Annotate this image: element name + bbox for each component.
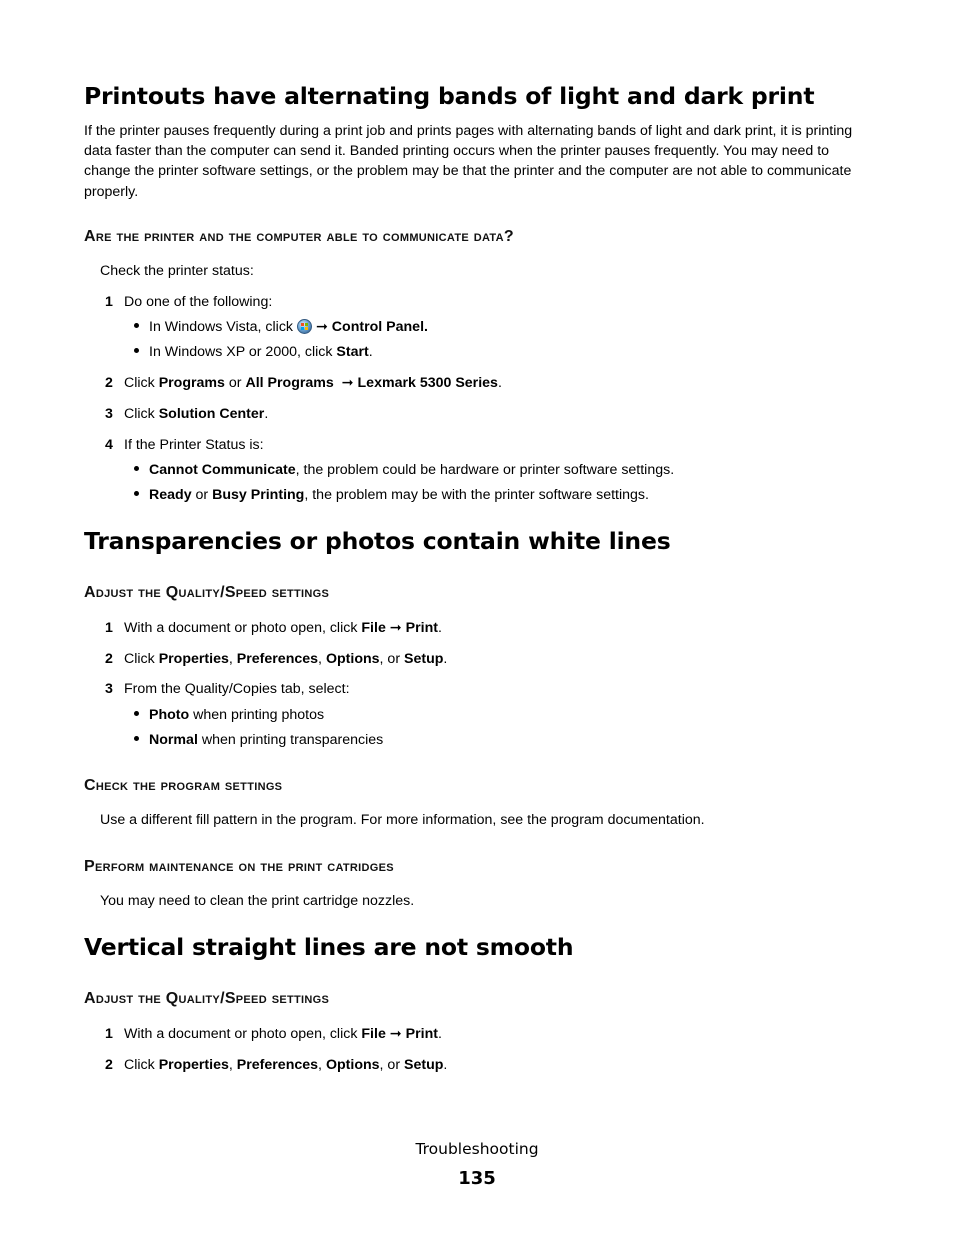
subsection-heading-quality-2: Adjust the Quality/Speed settings bbox=[84, 990, 330, 1007]
bullet-dot bbox=[134, 466, 139, 471]
bullet-item bbox=[149, 317, 428, 337]
arrow-icon: ➞ bbox=[341, 375, 354, 391]
step-bold: File bbox=[361, 620, 386, 636]
bullet-text: or bbox=[195, 487, 209, 503]
step-bold: File bbox=[361, 1026, 386, 1042]
bullet-bold: Busy Printing bbox=[212, 487, 305, 503]
bullet-item bbox=[149, 730, 383, 750]
punctuation: , bbox=[228, 1057, 233, 1073]
arrow-icon: ➞ bbox=[389, 1026, 402, 1042]
footer-section-label: Troubleshooting bbox=[415, 1140, 539, 1158]
step-text: If the Printer Status is: bbox=[124, 437, 264, 453]
step-bold: Preferences bbox=[236, 651, 319, 667]
step-text: From the Quality/Copies tab, select: bbox=[124, 681, 350, 697]
bullet-dot bbox=[134, 711, 139, 716]
step-bold: Setup bbox=[404, 651, 444, 667]
punctuation: , or bbox=[379, 1057, 401, 1073]
step-text bbox=[124, 618, 442, 638]
step-number: 1 bbox=[105, 294, 113, 310]
step-pre: Click bbox=[124, 1057, 155, 1073]
section-intro-banding: If the printer pauses frequently during a print job and prints pages with alternating bands of light and dark print, it is printing data faster than the computer can send it. Banded printing occurs when the printer pauses frequently. You may need to change the printer software settings, or the problem may be that the printer and the computer are not able to communicate properly. bbox=[84, 123, 853, 200]
bullet-bold: Photo bbox=[149, 707, 190, 723]
bullet-bold: Control Panel. bbox=[331, 319, 428, 335]
step-number: 1 bbox=[105, 620, 113, 636]
step-bold: Print bbox=[405, 1026, 438, 1042]
punctuation: . bbox=[264, 406, 269, 422]
bullet-item bbox=[149, 485, 649, 505]
step-number: 3 bbox=[105, 406, 113, 422]
section-heading-vertical-lines: Vertical straight lines are not smooth bbox=[84, 933, 574, 961]
section-heading-banding: Printouts have alternating bands of light and dark print bbox=[84, 82, 815, 110]
step-pre: Click bbox=[124, 375, 155, 391]
section-heading-white-lines: Transparencies or photos contain white lines bbox=[84, 527, 671, 555]
bullet-text: In Windows Vista, click bbox=[149, 319, 294, 335]
step-bold: Programs bbox=[158, 375, 225, 391]
step-text bbox=[124, 649, 447, 669]
step-bold: Print bbox=[405, 620, 438, 636]
subsection-heading-maintenance: Perform maintenance on the print catridges bbox=[84, 858, 394, 875]
step-pre: Click bbox=[124, 406, 155, 422]
step-bold: Options bbox=[325, 1057, 380, 1073]
step-number: 2 bbox=[105, 651, 113, 667]
step-pre: With a document or photo open, click bbox=[124, 620, 358, 636]
bullet-bold: Normal bbox=[149, 732, 198, 748]
step-bold: All Programs bbox=[245, 375, 334, 391]
punctuation: . bbox=[443, 1057, 448, 1073]
step-number: 1 bbox=[105, 1026, 113, 1042]
lead-text: Check the printer status: bbox=[100, 263, 254, 279]
bullet-item bbox=[149, 342, 373, 362]
punctuation: . bbox=[437, 620, 442, 636]
arrow-icon: ➞ bbox=[389, 620, 402, 636]
step-text: Do one of the following: bbox=[124, 294, 273, 310]
bullet-text: when printing photos bbox=[193, 707, 325, 723]
bullet-dot bbox=[134, 323, 139, 328]
subsection-heading-communicate: Are the printer and the computer able to communicate data? bbox=[84, 228, 514, 245]
step-number: 4 bbox=[105, 437, 113, 453]
step-pre: Click bbox=[124, 651, 155, 667]
subsection-heading-program: Check the program settings bbox=[84, 777, 283, 794]
punctuation: , bbox=[318, 651, 322, 667]
step-number: 2 bbox=[105, 375, 113, 391]
maintenance-text: You may need to clean the print cartridge nozzles. bbox=[100, 893, 415, 909]
step-bold: Setup bbox=[404, 1057, 444, 1073]
step-mid: or bbox=[228, 375, 242, 391]
step-bold: Preferences bbox=[236, 1057, 319, 1073]
bullet-bold: Cannot Communicate bbox=[149, 462, 296, 478]
punctuation: , bbox=[318, 1057, 322, 1073]
bullet-dot bbox=[134, 736, 139, 741]
step-text bbox=[124, 373, 502, 393]
punctuation: , bbox=[228, 651, 233, 667]
step-bold: Properties bbox=[158, 1057, 229, 1073]
windows-start-icon bbox=[297, 319, 312, 334]
bullet-text: when printing transparencies bbox=[201, 732, 384, 748]
bullet-dot bbox=[134, 348, 139, 353]
arrow-icon: ➞ bbox=[315, 319, 328, 335]
step-text bbox=[124, 404, 268, 424]
step-bold: Options bbox=[325, 651, 380, 667]
step-bold: Properties bbox=[158, 651, 229, 667]
punctuation: . bbox=[497, 375, 502, 391]
step-bold: Solution Center bbox=[158, 406, 265, 422]
step-number: 2 bbox=[105, 1057, 113, 1073]
punctuation: . bbox=[443, 651, 448, 667]
bullet-dot bbox=[134, 491, 139, 496]
program-settings-text: Use a different fill pattern in the program. For more information, see the program documentation. bbox=[100, 812, 705, 828]
bullet-item bbox=[149, 460, 674, 480]
step-text bbox=[124, 1024, 442, 1044]
bullet-bold: Ready bbox=[149, 487, 192, 503]
step-text bbox=[124, 1055, 447, 1075]
bullet-text: , the problem may be with the printer software settings. bbox=[304, 487, 649, 503]
step-bold: Lexmark 5300 Series bbox=[357, 375, 498, 391]
punctuation: . bbox=[368, 344, 373, 360]
punctuation: . bbox=[437, 1026, 442, 1042]
subsection-heading-quality: Adjust the Quality/Speed settings bbox=[84, 584, 330, 601]
bullet-bold: Start bbox=[336, 344, 369, 360]
bullet-text: In Windows XP or 2000, click bbox=[149, 344, 333, 360]
step-pre: With a document or photo open, click bbox=[124, 1026, 358, 1042]
page-number: 135 bbox=[458, 1168, 496, 1189]
step-number: 3 bbox=[105, 681, 113, 697]
bullet-item bbox=[149, 705, 324, 725]
punctuation: , or bbox=[379, 651, 401, 667]
bullet-text: , the problem could be hardware or printer software settings. bbox=[295, 462, 675, 478]
